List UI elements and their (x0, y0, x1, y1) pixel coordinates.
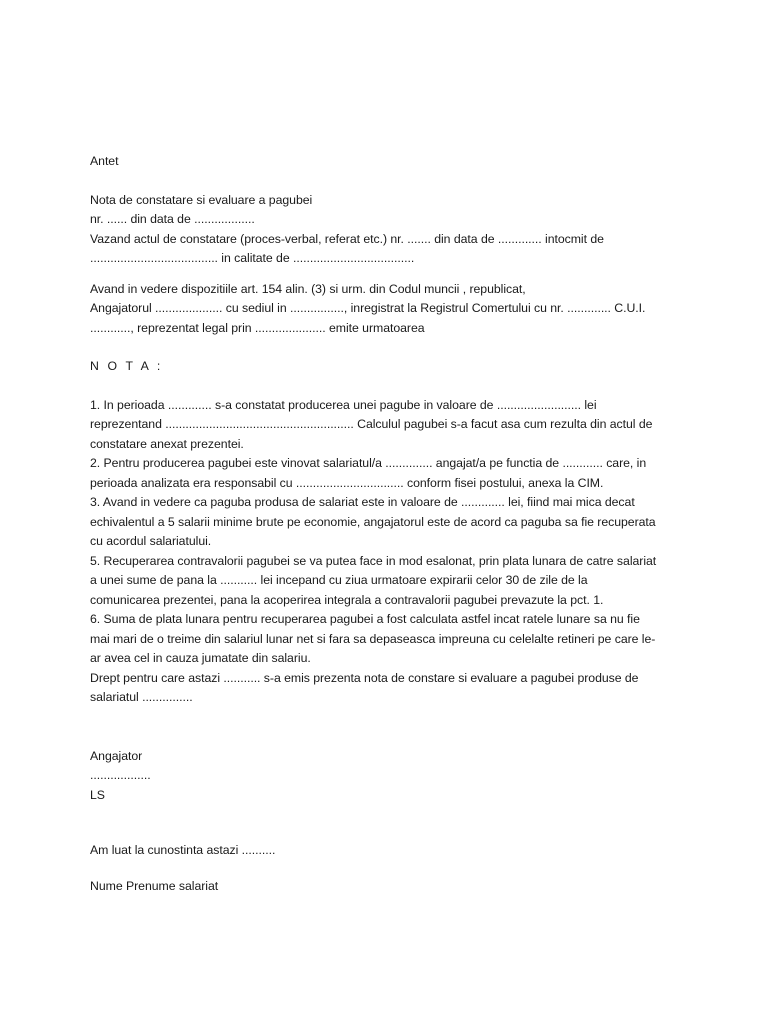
title-block (90, 191, 690, 269)
employer-label: Angajator (90, 748, 143, 763)
document-title: Nota de constatare si evaluare a pagubei (90, 192, 313, 207)
acknowledgement-block (90, 841, 690, 896)
preamble-block (90, 280, 690, 339)
signature-block (90, 747, 690, 806)
point-5-line-2: a unei sume de pana la ........... lei incepand cu ziua urmatoare expirarii celor 30 de zile de la (90, 573, 588, 587)
points-block (90, 396, 690, 708)
point-3-line-1: 3. Avand in vedere ca paguba produsa de salariat este in valoare de ............. lei, fiind mai mica decat (90, 495, 635, 509)
nota-heading: N O T A : (90, 359, 163, 373)
point-1-line-2: reprezentand ........................................................ Calculul pagubei s-a facut asa cum rezulta din actul de (90, 417, 653, 431)
point-2-line-1: 2. Pentru producerea pagubei este vinovat salariatul/a .............. angajat/a pe functia de ............ care, in (90, 456, 647, 470)
point-2-line-2: perioada analizata era responsabil cu ................................ conform fisei postului, anexa la CIM. (90, 475, 604, 490)
vazand-line-2: ...................................... in calitate de .................................... (90, 251, 415, 265)
employee-name-label: Nume Prenume salariat (90, 878, 219, 893)
document-page (90, 152, 690, 896)
employer-signature-dots: .................. (90, 768, 151, 782)
point-1-line-1: 1. In perioada ............. s-a constatat producerea unei pagube in valoare de ......................... lei (90, 397, 597, 412)
point-6-line-2: mai mari de o treime din salariul lunar net si fara sa depaseasca impreuna cu celelalte retineri pe care le- (90, 631, 656, 646)
point-6-line-3: ar avea cel in cauza jumatate din salariu. (90, 651, 311, 665)
document-number-line: nr. ...... din data de .................. (90, 212, 255, 226)
drept-line-2: salariatul ............... (90, 690, 193, 704)
preamble-line-1: Avand in vedere dispozitiile art. 154 alin. (3) si urm. din Codul muncii , republicat, (90, 281, 526, 296)
point-6-line-1: 6. Suma de plata lunara pentru recuperarea pagubei a fost calculata astfel incat ratele lunare sa nu fie (90, 612, 640, 626)
drept-line-1: Drept pentru care astazi ........... s-a emis prezenta nota de constare si evaluare a pagubei produse de (90, 670, 639, 685)
preamble-line-2: Angajatorul .................... cu sediul in ................, inregistrat la Registrul Comertului cu nr. ............. C.U.I. (90, 301, 646, 315)
preamble-line-3: ............, reprezentat legal prin ..................... emite urmatoarea (90, 320, 425, 335)
point-5-line-1: 5. Recuperarea contravalorii pagubei se va putea face in mod esalonat, prin plata lunara de catre salariat (90, 553, 657, 568)
point-3-line-3: cu acordul salariatului. (90, 534, 212, 548)
point-1-line-3: constatare anexat prezentei. (90, 436, 244, 451)
point-5-line-3: comunicarea prezentei, pana la acoperirea integrala a contravalorii pagubei prevazute la pct. 1. (90, 592, 604, 607)
vazand-line-1: Vazand actul de constatare (proces-verbal, referat etc.) nr. ....... din data de ............. intocmit de (90, 231, 604, 246)
acknowledgement-line: Am luat la cunostinta astazi .......... (90, 843, 276, 857)
letterhead-placeholder: Antet (90, 154, 119, 168)
seal-label: LS (90, 787, 105, 802)
point-3-line-2: echivalentul a 5 salarii minime brute pe economie, angajatorul este de acord ca paguba sa fie recuperata (90, 514, 656, 529)
